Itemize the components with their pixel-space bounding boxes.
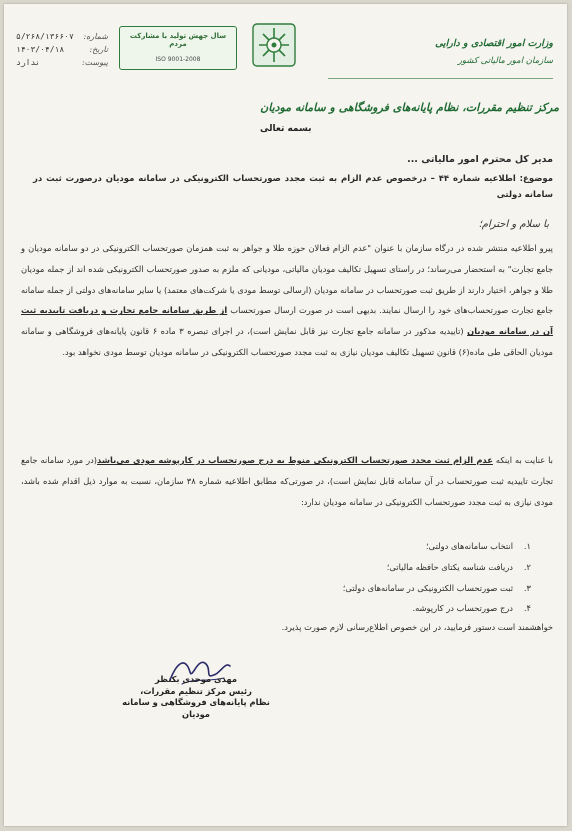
signer-name: مهدی موحدی بکنظر — [154, 674, 238, 684]
list-item: ۲.دریافت شناسه یکتای حافظه مالیاتی؛ — [386, 561, 531, 572]
banner-slogan: سال جهش تولید با مشارکت مردم — [129, 32, 227, 48]
meta-attachment: پیوست: ندارد — [16, 58, 108, 67]
body-paragraph-1: پیرو اطلاعیه منتشر شده در درگاه سازمان با عنوان "عدم الزام فعالان حوزه طلا و جواهر به ثبت همزمان صورتحساب الکترونیکی در دو سامانه مودیان و جامع تجارت" به استحضار می‌رساند؛ در راستای تسهیل تکالیف مودیان مالیاتی، مودیانی که ملزم به صدور صورتحساب الکترونیکی شده اند از جمله مودیان طلا و جواهر، اختیار دارند از طریق ثبت صورتحساب در سامانه مودیان (ارسالی توسط مودی یا شرکت‌های معتمد) یا سایر سامانه‌های دولتی از جمله سامانه جامع تجارت صورتحساب‌های خود را ارسال نمایند. بدیهی است در صورت ارسال صورتحساب از طریق سامانه جامع تجارت و دریافت تاییدیه ثبت آن در سامانه مودیان (تاییدیه مذکور در سامانه جامع تجارت نیز قابل نمایش است)، در اجرای تبصره ۳ ماده ۶ قانون پایانه‌های فروشگاهی و سامانه مودیان الحاقی طی ماده(۶) قانون تسهیل تکالیف مودیان نیازی به ثبت مجدد صورتحساب الکترونیکی در سامانه مودیان توسط مودی نخواهد بود. — [21, 243, 553, 357]
letter-meta — [16, 30, 108, 69]
ministry-heading — [378, 38, 553, 66]
subject-line: موضوع: اطلاعیه شماره ۴۴ – درخصوص عدم الزام به ثبت مجدد صورتحساب الکترونیکی در سامانه مودیان درصورت ثبت در سامانه دولتی — [33, 174, 553, 200]
year-slogan-banner — [119, 26, 237, 70]
closing-request: خواهشمند است دستور فرمایید، در این خصوص اطلاع‌رسانی لازم صورت پذیرد. — [281, 622, 553, 632]
ministry-name: وزارت امور اقتصادی و دارایی — [435, 38, 553, 49]
signer-title-1: رئیس مرکز تنظیم مقررات، — [140, 685, 252, 696]
signer-title-2: نظام پایانه‌های فروشگاهی و سامانه مودیان — [122, 697, 270, 719]
body-paragraph-2: با عنایت به اینکه عدم الزام ثبت مجدد صورتحساب الکترونیکی منوط به درج صورتحساب در کارپوشه مودی می‌باشد(در مورد سامانه جامع تجارت تاییدیه ثبت صورتحساب در آن سامانه قابل نمایش است)، در صورتی‌که مطابق اطلاعیه شماره ۳۸ سازمان، نسبت به موارد ذیل اقدام شده باشد، مودی نیازی به ثبت مجدد صورتحساب الکترونیکی در سامانه مودیان ندارد: — [21, 455, 553, 507]
meta-date: تاریخ: ۱۴۰۳/۰۴/۱۸ — [16, 45, 108, 54]
list-item: ۱.انتخاب سامانه‌های دولتی؛ — [426, 541, 531, 551]
addressee: مدیر کل محترم امور مالیاتی ... — [407, 154, 553, 165]
signature-block — [112, 674, 280, 720]
list-item: ۳.ثبت صورتحساب الکترونیکی در سامانه‌های دولتی؛ — [342, 582, 531, 593]
organization-name: سازمان امور مالیاتی کشور — [457, 56, 553, 66]
list-item: ۴.درج صورتحساب در کارپوشه. — [412, 603, 531, 614]
center-title: مرکز تنظیم مقررات، نظام پایانه‌های فروشگاهی و سامانه مودیان — [260, 101, 559, 114]
conditions-list — [231, 536, 531, 619]
highlighted-clause-1: از طریق سامانه جامع تجارت و دریافت تاییدیه ثبت آن در سامانه مودیان — [21, 305, 553, 337]
highlighted-clause-2: عدم الزام ثبت مجدد صورتحساب الکترونیکی منوط به درج صورتحساب در کارپوشه مودی می‌باشد — [97, 455, 493, 465]
greeting: با سلام و احترام؛ — [478, 219, 549, 230]
banner-iso: ISO 9001-2008 — [155, 56, 201, 63]
header-divider — [328, 78, 553, 79]
letter-page — [4, 4, 567, 826]
tax-organization-emblem-icon — [251, 22, 297, 68]
meta-number: شماره: ۵/۲۶۸/۱۳۶۶۰۷ — [16, 32, 108, 41]
bismillah: بسمه تعالی — [260, 124, 312, 134]
